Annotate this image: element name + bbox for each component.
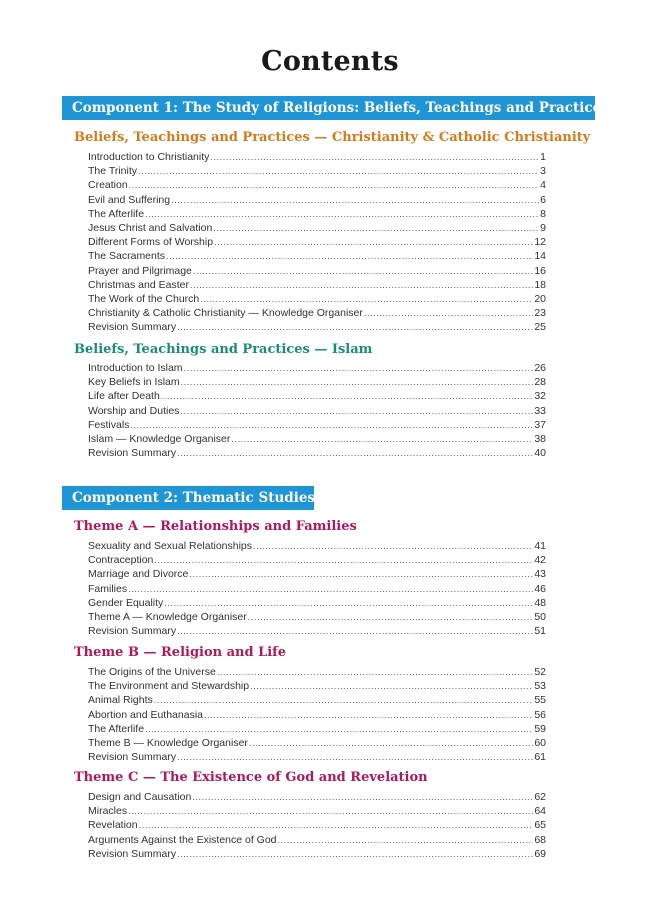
dot-leader <box>193 264 533 278</box>
toc-entry-page-number: 20 <box>534 292 546 305</box>
toc-entry-title: Christmas and Easter <box>88 278 189 291</box>
toc-entry-title: The Origins of the Universe <box>88 666 216 678</box>
toc-entry-page-number: 40 <box>534 447 546 460</box>
toc-entry <box>88 404 546 418</box>
toc-entry-page-number: 46 <box>534 582 546 595</box>
toc-entry <box>88 292 546 306</box>
toc-entry <box>88 361 546 375</box>
dot-leader <box>231 432 533 446</box>
toc-entry-title: The Work of the Church <box>88 292 200 305</box>
toc-entry <box>88 679 546 693</box>
toc-entry <box>88 375 546 389</box>
section-heading-theme-c: Theme C — The Existence of God and Revelation <box>74 770 428 785</box>
toc-entry-title: Life after Death <box>88 390 160 403</box>
toc-entry-page-number: 48 <box>534 596 546 609</box>
toc-entry-title: Theme A — Knowledge Organiser <box>88 610 247 623</box>
toc-entry-title: Different Forms of Worship <box>88 236 214 249</box>
toc-entry-page-number: 25 <box>534 321 546 334</box>
toc-entry-page-number: 23 <box>534 307 546 320</box>
toc-entry <box>88 389 546 403</box>
toc-entry <box>88 539 546 553</box>
toc-entry-page-number: 61 <box>534 751 546 764</box>
toc-entry-title: The Sacraments <box>88 250 166 263</box>
toc-entry <box>88 847 546 861</box>
toc-list-theme-a <box>88 539 546 638</box>
dot-leader <box>249 736 533 750</box>
toc-entry-title: Arguments Against the Existence of God <box>88 833 277 846</box>
toc-entry <box>88 624 546 638</box>
dot-leader <box>253 539 533 553</box>
dot-leader <box>171 193 539 207</box>
dot-leader <box>210 150 539 164</box>
toc-entry-title: The Environment and Stewardship <box>88 680 250 693</box>
page-title: Contents <box>261 46 399 77</box>
toc-entry-title: Revision Summary <box>88 447 177 460</box>
toc-entry <box>88 708 546 722</box>
dot-leader <box>177 750 533 764</box>
toc-entry-title: Animal Rights <box>88 694 153 707</box>
toc-entry-page-number: 1 <box>540 151 546 163</box>
toc-entry-page-number: 8 <box>540 207 546 220</box>
toc-entry-title: Revision Summary <box>88 321 177 334</box>
dot-leader <box>364 306 533 320</box>
toc-entry <box>88 818 546 832</box>
dot-leader <box>154 553 533 567</box>
dot-leader <box>189 567 533 581</box>
toc-entry-title: The Afterlife <box>88 722 145 735</box>
toc-entry-page-number: 41 <box>534 540 546 552</box>
dot-leader <box>190 278 533 292</box>
toc-entry-title: Revision Summary <box>88 751 177 764</box>
toc-entry-title: Design and Causation <box>88 791 192 803</box>
toc-entry <box>88 553 546 567</box>
toc-entry-title: Revision Summary <box>88 847 177 860</box>
toc-entry-page-number: 69 <box>534 847 546 860</box>
toc-entry-title: Key Beliefs in Islam <box>88 376 180 389</box>
toc-entry-title: Theme B — Knowledge Organiser <box>88 736 248 749</box>
toc-entry-page-number: 62 <box>534 791 546 803</box>
toc-entry <box>88 150 546 164</box>
toc-entry-title: Miracles <box>88 805 128 818</box>
toc-entry-title: Abortion and Euthanasia <box>88 708 204 721</box>
toc-entry <box>88 249 546 263</box>
toc-entry <box>88 164 546 178</box>
toc-entry-page-number: 65 <box>534 819 546 832</box>
toc-entry <box>88 833 546 847</box>
toc-entry <box>88 446 546 460</box>
toc-entry-title: Revision Summary <box>88 625 177 638</box>
toc-entry <box>88 722 546 736</box>
dot-leader <box>177 624 533 638</box>
toc-entry-title: Gender Equality <box>88 596 164 609</box>
toc-entry-page-number: 12 <box>534 236 546 249</box>
toc-entry-page-number: 6 <box>540 193 546 206</box>
toc-entry <box>88 736 546 750</box>
dot-leader <box>166 249 533 263</box>
toc-entry-page-number: 59 <box>534 722 546 735</box>
toc-entry <box>88 221 546 235</box>
toc-entry-page-number: 32 <box>534 390 546 403</box>
dot-leader <box>213 221 539 235</box>
toc-list-christianity <box>88 150 546 334</box>
toc-entry-page-number: 37 <box>534 418 546 431</box>
toc-entry-title: Families <box>88 582 128 595</box>
toc-entry <box>88 264 546 278</box>
dot-leader <box>177 446 533 460</box>
toc-entry-page-number: 51 <box>534 625 546 638</box>
toc-entry-title: Introduction to Islam <box>88 362 183 374</box>
dot-leader <box>217 665 534 679</box>
toc-entry-page-number: 26 <box>534 362 546 374</box>
toc-entry-page-number: 50 <box>534 610 546 623</box>
toc-entry <box>88 596 546 610</box>
dot-leader <box>128 582 533 596</box>
component-1-banner: Component 1: The Study of Religions: Beliefs, Teachings and Practices <box>62 96 595 120</box>
dot-leader <box>181 375 534 389</box>
dot-leader <box>192 790 533 804</box>
toc-entry-page-number: 33 <box>534 404 546 417</box>
dot-leader <box>248 610 534 624</box>
toc-entry-title: Worship and Duties <box>88 404 180 417</box>
toc-entry <box>88 306 546 320</box>
toc-entry-title: Introduction to Christianity <box>88 151 210 163</box>
toc-entry-page-number: 56 <box>534 708 546 721</box>
toc-entry-title: Islam — Knowledge Organiser <box>88 432 231 445</box>
toc-entry-title: Contraception <box>88 554 154 567</box>
dot-leader <box>200 292 533 306</box>
dot-leader <box>145 722 533 736</box>
toc-entry <box>88 193 546 207</box>
toc-entry <box>88 432 546 446</box>
dot-leader <box>214 235 533 249</box>
toc-entry <box>88 804 546 818</box>
dot-leader <box>145 207 539 221</box>
toc-entry <box>88 320 546 334</box>
toc-entry-title: Evil and Suffering <box>88 193 171 206</box>
dot-leader <box>177 320 533 334</box>
dot-leader <box>129 178 539 192</box>
toc-entry-title: Marriage and Divorce <box>88 568 189 581</box>
dot-leader <box>177 847 533 861</box>
toc-entry <box>88 790 546 804</box>
toc-entry <box>88 235 546 249</box>
toc-entry-page-number: 38 <box>534 432 546 445</box>
toc-entry-page-number: 52 <box>534 666 546 678</box>
toc-entry-page-number: 14 <box>534 250 546 263</box>
section-heading-theme-b: Theme B — Religion and Life <box>74 645 287 660</box>
toc-entry <box>88 418 546 432</box>
toc-entry-title: The Trinity <box>88 165 138 178</box>
toc-entry-page-number: 68 <box>534 833 546 846</box>
toc-list-theme-b <box>88 665 546 764</box>
dot-leader <box>161 389 534 403</box>
dot-leader <box>180 404 533 418</box>
toc-entry-title: Creation <box>88 179 128 192</box>
toc-entry <box>88 178 546 192</box>
toc-entry <box>88 278 546 292</box>
dot-leader <box>154 693 534 707</box>
toc-list-theme-c <box>88 790 546 861</box>
toc-entry-page-number: 28 <box>534 376 546 389</box>
dot-leader <box>128 804 533 818</box>
toc-entry-page-number: 55 <box>534 694 546 707</box>
dot-leader <box>184 361 534 375</box>
toc-entry-page-number: 53 <box>534 680 546 693</box>
dot-leader <box>164 596 533 610</box>
dot-leader <box>278 833 534 847</box>
toc-entry-page-number: 18 <box>534 278 546 291</box>
dot-leader <box>139 818 534 832</box>
toc-entry <box>88 693 546 707</box>
toc-entry-page-number: 43 <box>534 568 546 581</box>
dot-leader <box>130 418 533 432</box>
toc-entry-title: The Afterlife <box>88 207 145 220</box>
component-2-banner: Component 2: Thematic Studies <box>62 486 314 510</box>
toc-entry-page-number: 64 <box>534 805 546 818</box>
toc-entry-page-number: 3 <box>540 165 546 178</box>
section-heading-christianity: Beliefs, Teachings and Practices — Christianity & Catholic Christianity <box>74 130 591 145</box>
section-heading-islam: Beliefs, Teachings and Practices — Islam <box>74 342 373 357</box>
toc-entry-page-number: 4 <box>540 179 546 192</box>
toc-list-islam <box>88 361 546 460</box>
toc-entry-page-number: 16 <box>534 264 546 277</box>
dot-leader <box>138 164 539 178</box>
toc-entry <box>88 207 546 221</box>
section-heading-theme-a: Theme A — Relationships and Families <box>74 519 357 534</box>
toc-entry <box>88 610 546 624</box>
toc-entry-title: Christianity & Catholic Christianity — Knowledge Organiser <box>88 307 363 320</box>
toc-entry-title: Festivals <box>88 418 130 431</box>
toc-entry <box>88 750 546 764</box>
dot-leader <box>250 679 533 693</box>
toc-entry-title: Jesus Christ and Salvation <box>88 221 213 234</box>
dot-leader <box>204 708 533 722</box>
toc-entry-page-number: 60 <box>534 736 546 749</box>
toc-entry-title: Prayer and Pilgrimage <box>88 264 192 277</box>
toc-entry-page-number: 9 <box>540 221 546 234</box>
toc-entry <box>88 567 546 581</box>
toc-entry <box>88 665 546 679</box>
toc-entry <box>88 582 546 596</box>
toc-entry-title: Sexuality and Sexual Relationships <box>88 540 253 552</box>
toc-entry-page-number: 42 <box>534 554 546 567</box>
toc-entry-title: Revelation <box>88 819 138 832</box>
